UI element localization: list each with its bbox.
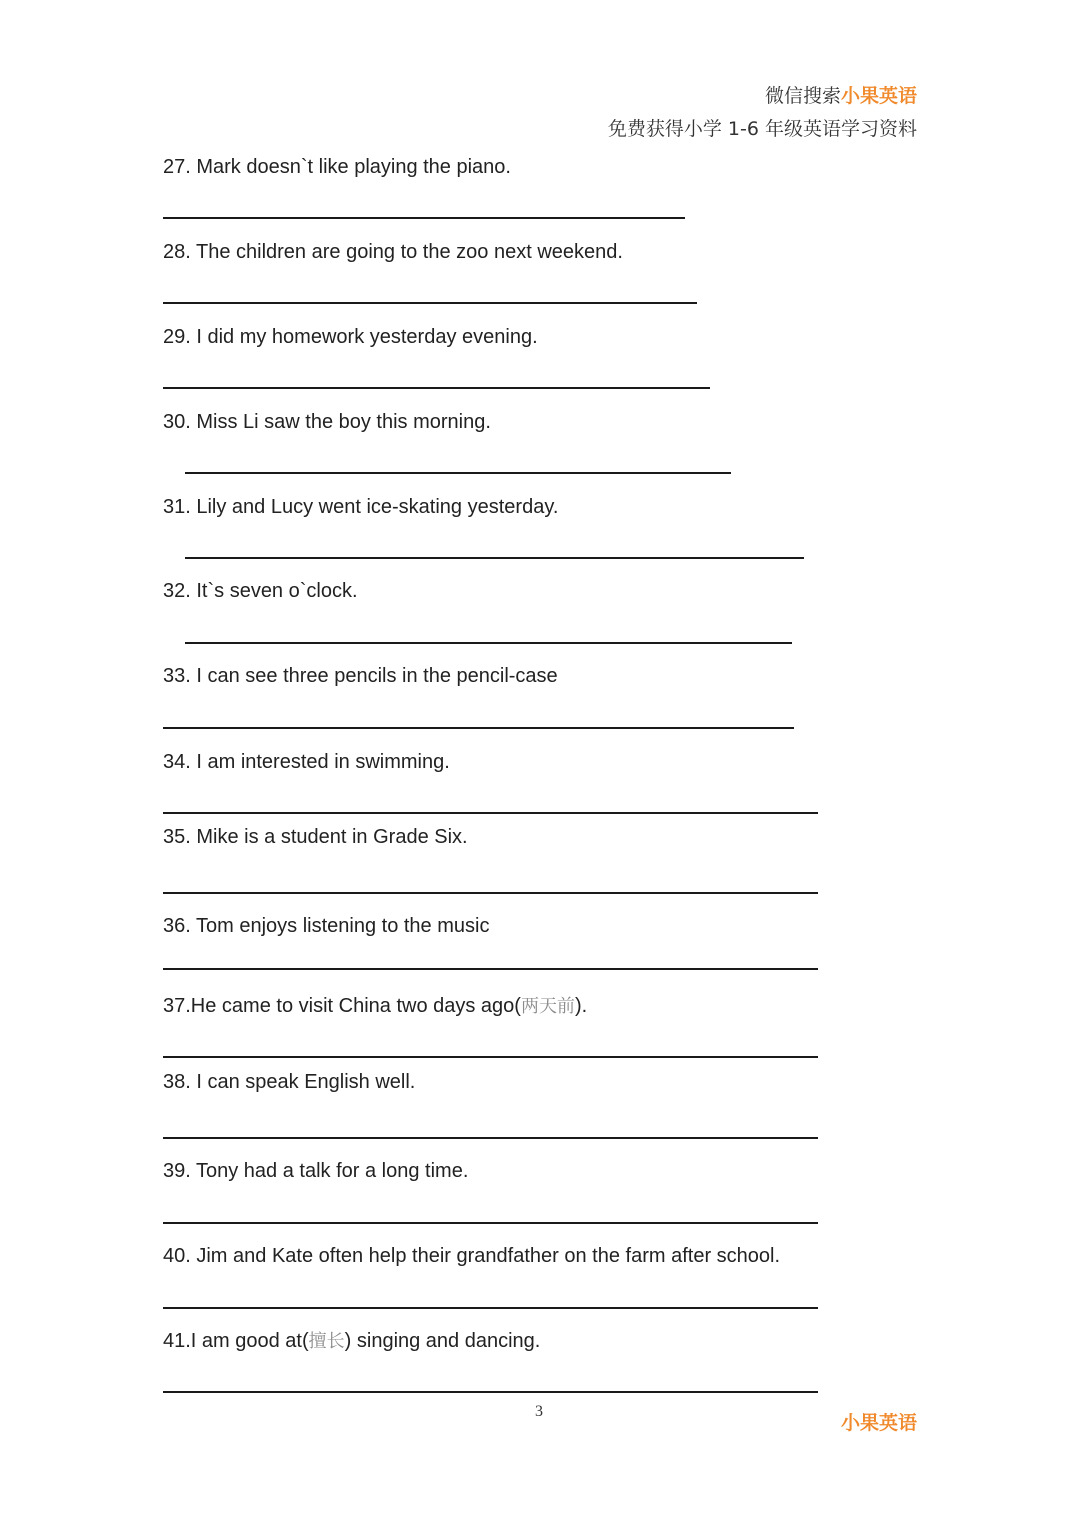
question-37-chinese-hint: 两天前 bbox=[520, 996, 575, 1017]
answer-line-37[interactable] bbox=[163, 1056, 818, 1058]
header-search-hint bbox=[765, 84, 917, 108]
question-41-text-end: ) singing and dancing. bbox=[344, 1330, 541, 1352]
question-28: 28. The children are going to the zoo next weekend. bbox=[163, 241, 623, 263]
question-38: 38. I can speak English well. bbox=[163, 1071, 416, 1093]
answer-line-33[interactable] bbox=[163, 727, 794, 729]
question-41-text: 41.I am good at( bbox=[163, 1330, 309, 1352]
question-37-text: 37.He came to visit China two days ago( bbox=[163, 995, 521, 1017]
answer-line-39[interactable] bbox=[163, 1222, 818, 1224]
answer-line-36[interactable] bbox=[163, 968, 818, 970]
question-35: 35. Mike is a student in Grade Six. bbox=[163, 826, 468, 848]
answer-line-28[interactable] bbox=[163, 302, 697, 304]
question-31: 31. Lily and Lucy went ice-skating yesterday. bbox=[163, 496, 559, 518]
header-search-prefix: 微信搜索 bbox=[764, 85, 841, 107]
question-37 bbox=[163, 993, 587, 1020]
question-41-chinese-hint: 擅长 bbox=[308, 1331, 345, 1352]
question-40: 40. Jim and Kate often help their grandfather on the farm after school. bbox=[163, 1245, 781, 1267]
question-32: 32. It`s seven o`clock. bbox=[163, 580, 358, 602]
answer-line-40[interactable] bbox=[163, 1307, 818, 1309]
question-33: 33. I can see three pencils in the pencil-case bbox=[163, 665, 558, 687]
question-30: 30. Miss Li saw the boy this morning. bbox=[163, 411, 491, 433]
answer-line-32[interactable] bbox=[185, 642, 792, 644]
answer-line-35[interactable] bbox=[163, 892, 818, 894]
answer-line-34[interactable] bbox=[163, 812, 818, 814]
answer-line-27[interactable] bbox=[163, 217, 685, 219]
answer-line-38[interactable] bbox=[163, 1137, 818, 1139]
answer-line-41[interactable] bbox=[163, 1391, 818, 1393]
question-27: 27. Mark doesn`t like playing the piano. bbox=[163, 156, 511, 178]
answer-line-29[interactable] bbox=[163, 387, 710, 389]
question-34: 34. I am interested in swimming. bbox=[163, 751, 450, 773]
question-29: 29. I did my homework yesterday evening. bbox=[163, 326, 538, 348]
header-brand: 小果英语 bbox=[840, 85, 917, 107]
question-39: 39. Tony had a talk for a long time. bbox=[163, 1160, 469, 1182]
answer-line-30[interactable] bbox=[185, 472, 731, 474]
question-41 bbox=[163, 1328, 540, 1355]
page-number: 3 bbox=[535, 1403, 543, 1420]
question-37-text-end: ). bbox=[574, 995, 588, 1017]
question-36: 36. Tom enjoys listening to the music bbox=[163, 915, 490, 937]
header-subtitle: 免费获得小学 1-6 年级英语学习资料 bbox=[607, 118, 917, 140]
answer-line-31[interactable] bbox=[185, 557, 804, 559]
footer-brand: 小果英语 bbox=[840, 1412, 917, 1434]
